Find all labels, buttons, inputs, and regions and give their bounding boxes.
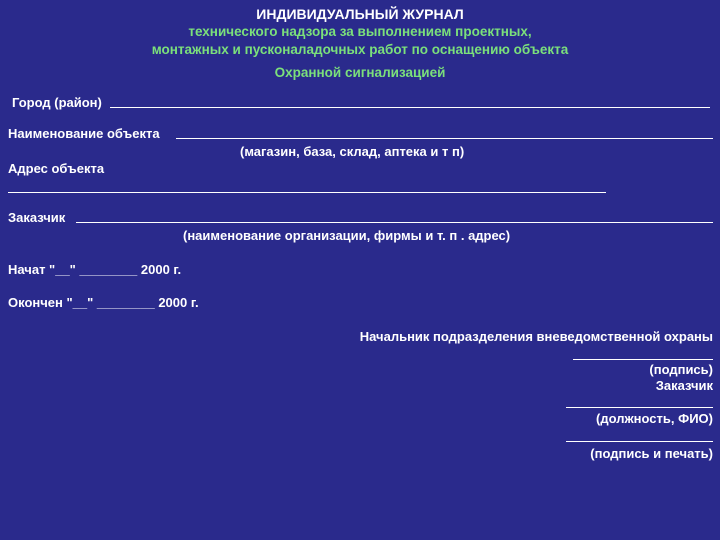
end-date: Окончен "__" ________ 2000 г. [8, 295, 199, 310]
customer-signature-seal-label: (подпись и печать) [590, 446, 713, 461]
journal-subtitle-line-3: Охранной сигнализацией [274, 65, 446, 80]
address-field-line[interactable] [8, 180, 606, 193]
object-name-hint: (магазин, база, склад, аптека и т п) [240, 144, 465, 159]
start-date: Начат "__" ________ 2000 г. [8, 262, 182, 277]
customer-label: Заказчик [8, 210, 66, 225]
object-name-label: Наименование объекта [8, 126, 160, 141]
customer-row [8, 210, 65, 225]
head-title: Начальник подразделения вневедомственной охраны [359, 329, 713, 344]
journal-subtitle-line-2: монтажных и пусконаладочных работ по оснащению объекта [151, 42, 569, 57]
journal-title: ИНДИВИДУАЛЬНЫЙ ЖУРНАЛ [256, 6, 464, 22]
city-field-line[interactable] [110, 95, 710, 108]
customer-position-label: (должность, ФИО) [596, 411, 713, 426]
address-label: Адрес объекта [8, 161, 105, 176]
city-row [12, 95, 102, 110]
customer-title: Заказчик [655, 378, 713, 393]
head-signature-line[interactable] [573, 347, 713, 360]
customer-field-line[interactable] [76, 210, 713, 223]
object-name-row [8, 126, 160, 141]
head-signature-label: (подпись) [649, 362, 713, 377]
journal-header [0, 5, 720, 82]
customer-signature-line[interactable] [566, 429, 713, 442]
object-name-field-line[interactable] [176, 126, 713, 139]
journal-subtitle-line-1: технического надзора за выполнением проектных, [188, 24, 532, 39]
customer-position-line[interactable] [566, 395, 713, 408]
customer-hint: (наименование организации, фирмы и т. п . адрес) [183, 228, 511, 243]
city-label: Город (район) [12, 95, 102, 110]
